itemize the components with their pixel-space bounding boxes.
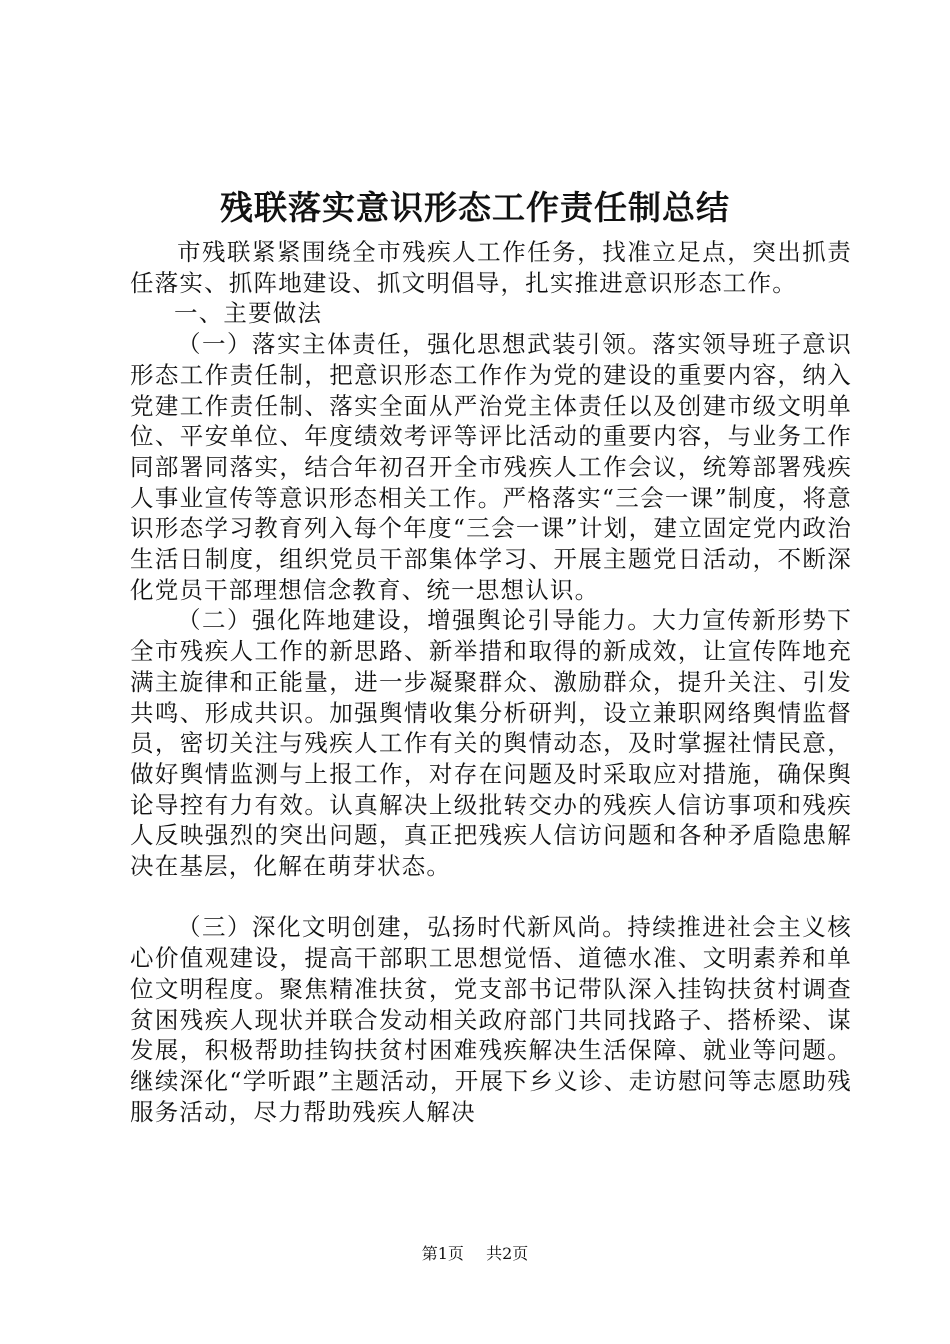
page-number: 第1页 — [421, 1244, 464, 1263]
item-paragraph-1: （一）落实主体责任，强化思想武装引领。落实领导班子意识形态工作责任制，把意识形态工作作为党的建设的重要内容，纳入党建工作责任制、落实全面从严治党主体责任以及创建市级文明单位、平安单位、年度绩效考评等评比活动的重要内容，与业务工作同部署同落实，结合年初召开全市残疾人工作会议，统筹部署残疾人事业宣传等意识形态相关工作。严格落实“三会一课”制度，将意识形态学习教育列入每个年度“三会一课”计划，建立固定党内政治生活日制度，组织党员干部集体学习、开展主题党日活动，不断深化党员干部理想信念教育、统一思想认识。 — [130, 330, 852, 604]
document-title: 残联落实意识形态工作责任制总结 — [220, 188, 730, 227]
section-heading: 一、主要做法 — [174, 299, 323, 328]
intro-paragraph: 市残联紧紧围绕全市残疾人工作任务，找准立足点，突出抓责任落实、抓阵地建设、抓文明倡导，扎实推进意识形态工作。 — [130, 238, 852, 297]
page-footer — [0, 1244, 950, 1264]
item-paragraph-2: （二）强化阵地建设，增强舆论引导能力。大力宣传新形势下全市残疾人工作的新思路、新举措和取得的新成效，让宣传阵地充满主旋律和正能量，进一步凝聚群众、激励群众，提升关注、引发共鸣、形成共识。加强舆情收集分析研判，设立兼职网络舆情监督员，密切关注与残疾人工作有关的舆情动态，及时掌握社情民意，做好舆情监测与上报工作，对存在问题及时采取应对措施，确保舆论导控有力有效。认真解决上级批转交办的残疾人信访事项和残疾人反映强烈的突出问题，真正把残疾人信访问题和各种矛盾隐患解决在基层，化解在萌芽状态。 — [130, 606, 852, 881]
page-total: 共2页 — [486, 1244, 529, 1263]
document-body — [130, 237, 852, 1127]
item-paragraph-3: （三）深化文明创建，弘扬时代新风尚。持续推进社会主义核心价值观建设，提高干部职工思想觉悟、道德水准、文明素养和单位文明程度。聚焦精准扶贫，党支部书记带队深入挂钩扶贫村调查贫困残疾人现状并联合发动相关政府部门共同找路子、搭桥梁、谋发展，积极帮助挂钩扶贫村困难残疾解决生活保障、就业等问题。继续深化“学听跟”主题活动，开展下乡义诊、走访慰问等志愿助残服务活动，尽力帮助残疾人解决 — [130, 913, 852, 1126]
paragraph-gap — [130, 882, 852, 913]
